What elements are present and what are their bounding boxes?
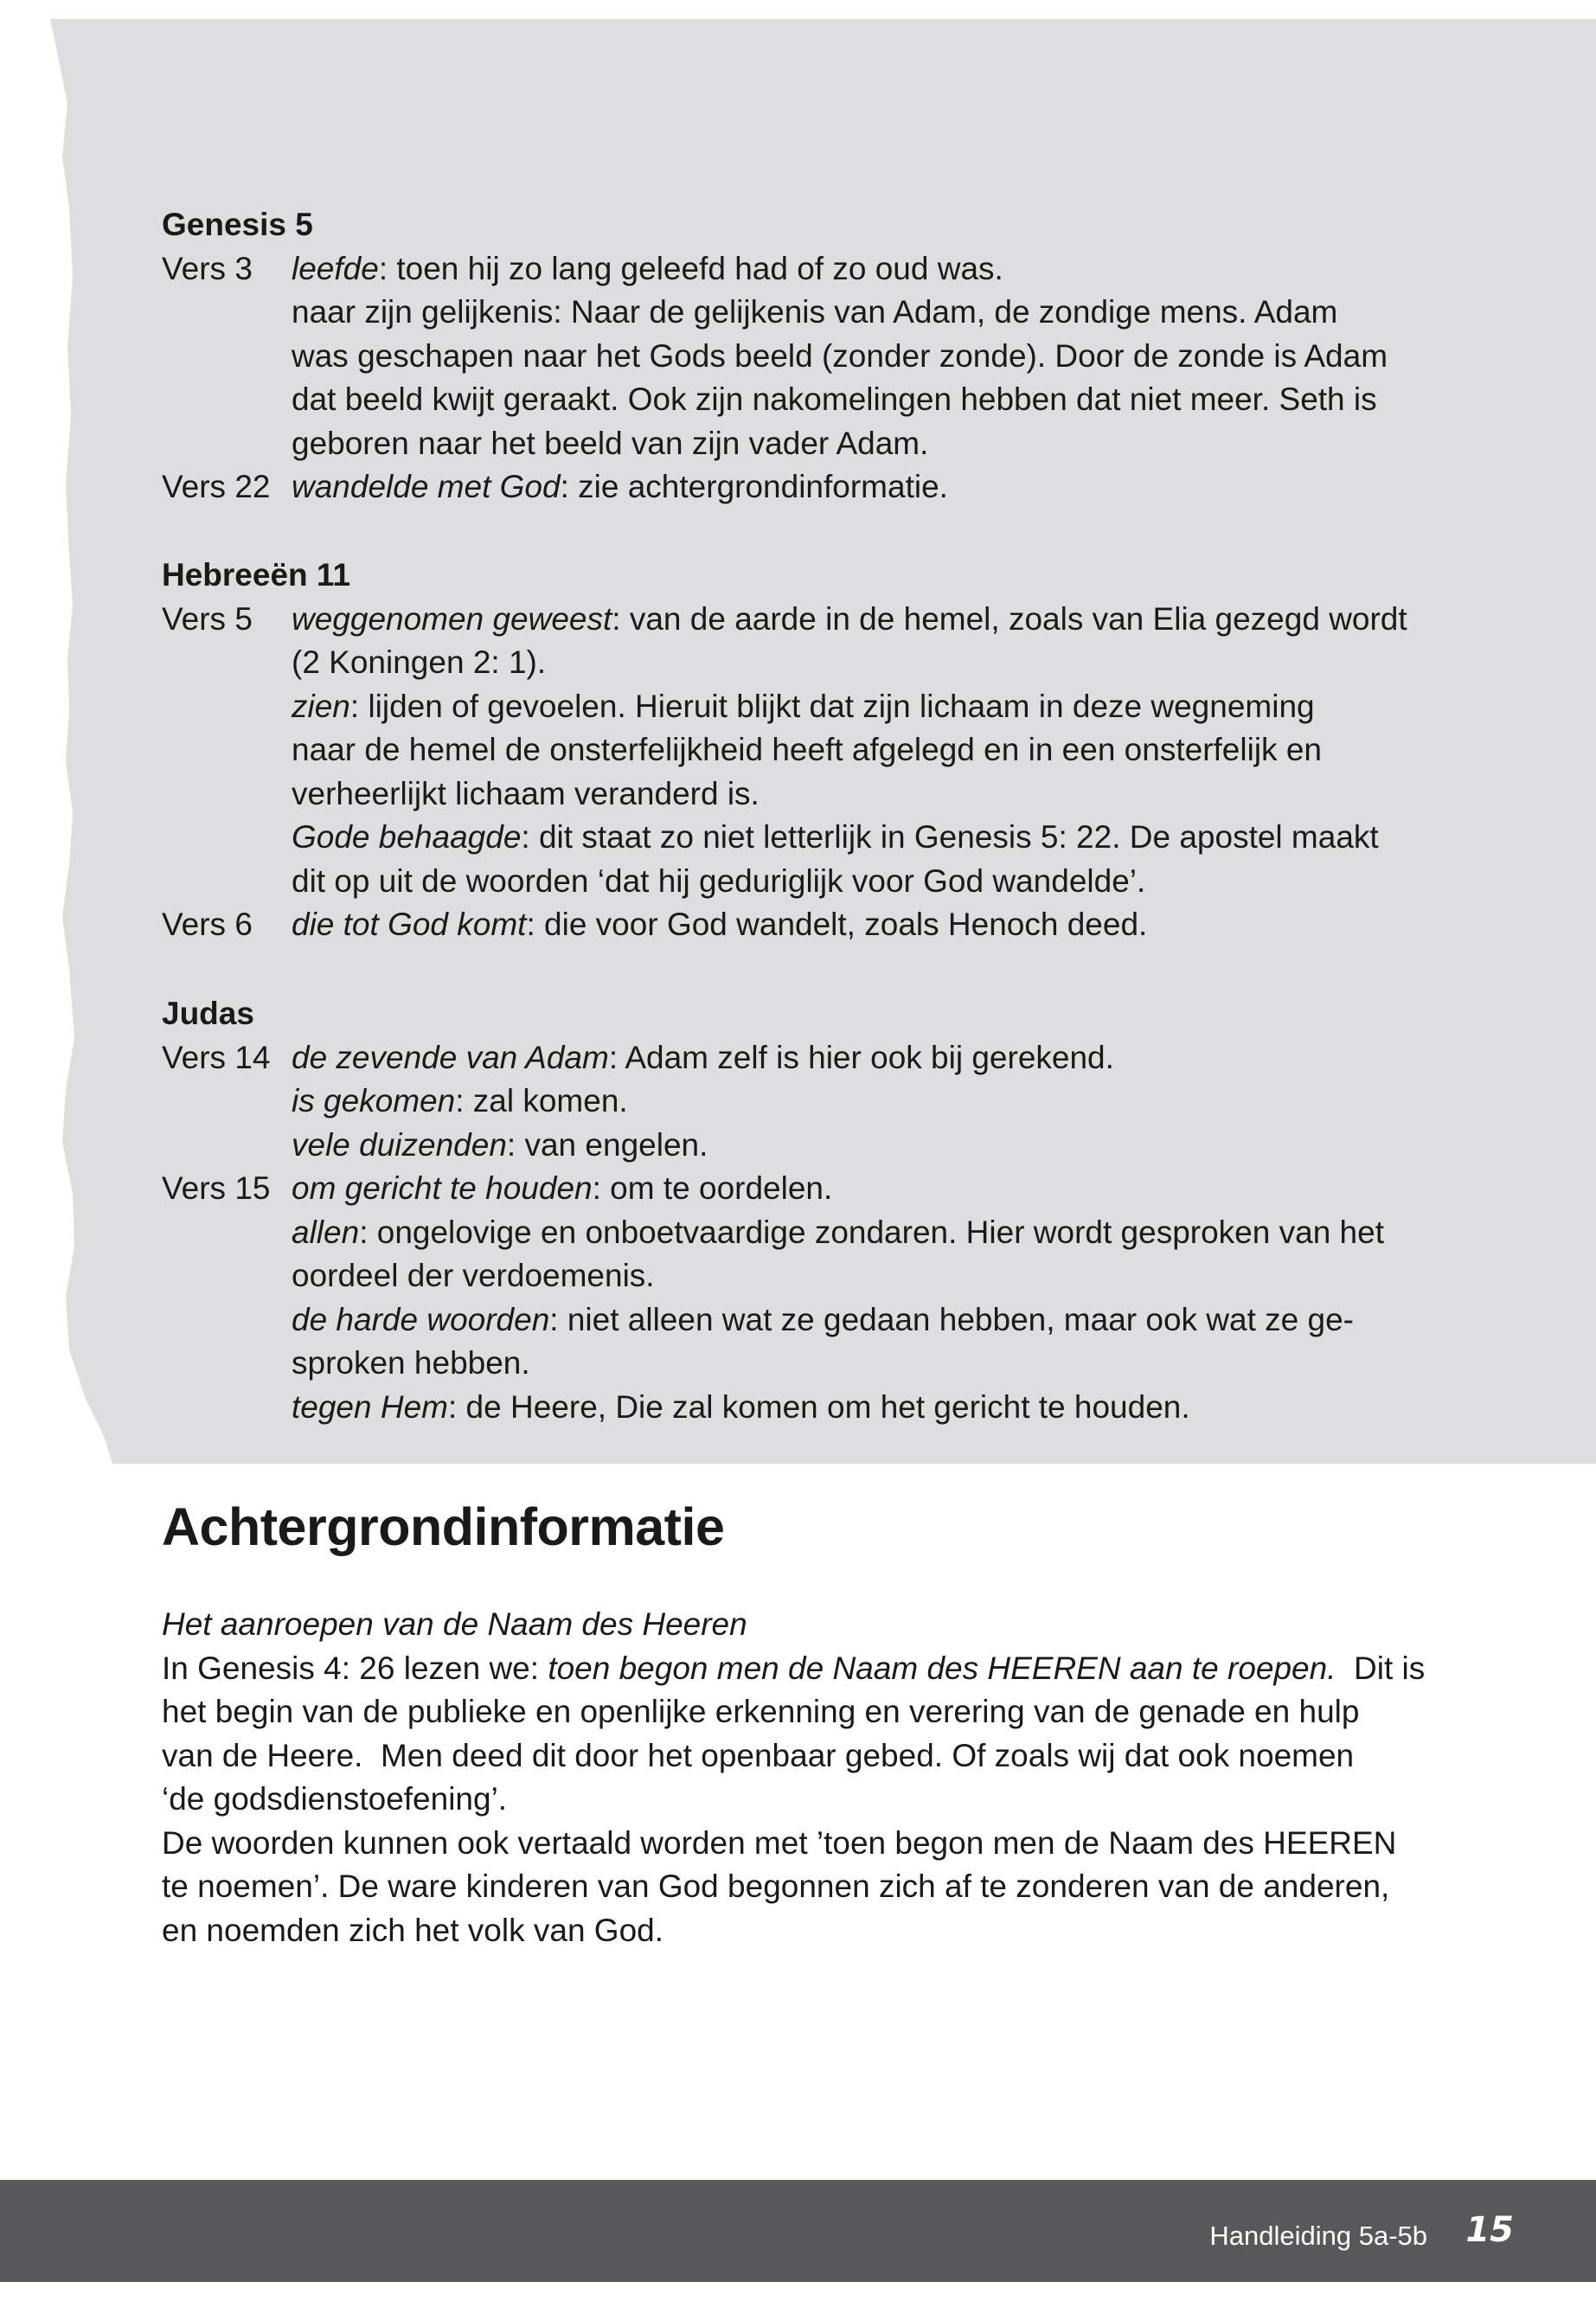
note-line: dat beeld kwijt geraakt. Ook zijn nakomelingen hebben dat niet meer. Seth is <box>292 381 1377 417</box>
footer-label: Handleiding 5a-5b <box>1209 2221 1427 2251</box>
note-line: naar zijn gelijkenis: Naar de gelijkenis van Adam, de zondige mens. Adam <box>292 294 1338 330</box>
note-line: (2 Koningen 2: 1). <box>292 644 547 680</box>
verse-row <box>162 1167 1442 1429</box>
note-term: weggenomen geweest <box>292 600 612 637</box>
note-text: : ongelovige en onboetvaardige zondaren. Hier wordt gesproken van het <box>359 1214 1384 1250</box>
book-heading-genesis: Genesis 5 <box>162 207 313 242</box>
note-term: die tot God komt <box>292 907 527 942</box>
verse-label: Vers 15 <box>162 1170 271 1206</box>
note-term: om gericht te houden <box>292 1170 593 1206</box>
note-line <box>292 247 1442 292</box>
verse-row <box>162 1036 1442 1168</box>
note-line <box>292 465 1442 510</box>
background-section <box>162 1603 1442 1952</box>
note-text: : zal komen. <box>455 1083 628 1118</box>
note-line <box>292 598 1442 642</box>
note-line <box>292 1036 1442 1080</box>
note-text: : van engelen. <box>506 1126 708 1163</box>
paragraph-text: Dit is <box>1336 1650 1426 1686</box>
book-heading-judas: Judas <box>162 996 254 1031</box>
note-term: vele duizenden <box>292 1126 507 1163</box>
note-line: was geschapen naar het Gods beeld (zonder zonde). Door de zonde is Adam <box>292 337 1388 374</box>
note-line: oordeel der verdoemenis. <box>292 1258 655 1293</box>
verse-label: Vers 5 <box>162 600 253 637</box>
note-term: de zevende van Adam <box>292 1039 609 1075</box>
verse-row <box>162 247 1442 466</box>
note-line <box>292 1124 1442 1168</box>
paragraph-line: en noemden zich het volk van God. <box>162 1912 664 1948</box>
note-term: zien <box>292 688 350 724</box>
note-line <box>292 685 1442 729</box>
note-term: leefde <box>292 250 379 286</box>
verse-row <box>162 465 1442 510</box>
note-term: allen <box>292 1214 360 1250</box>
note-text: : zie achtergrondinformatie. <box>560 469 948 504</box>
hebreeen-section <box>162 554 1442 947</box>
paragraph-line: het begin van de publieke en openlijke erkenning en verering van de genade en hulp <box>162 1694 1360 1729</box>
paragraph-line: ‘de godsdienstoefening’. <box>162 1781 508 1817</box>
note-line: sproken hebben. <box>292 1345 530 1381</box>
paragraph-text: In Genesis 4: 26 lezen we: <box>162 1650 548 1686</box>
note-text: : die voor God wandelt, zoals Henoch deed. <box>526 907 1148 942</box>
note-text: : Adam zelf is hier ook bij gerekend. <box>608 1039 1114 1075</box>
paragraph-line: De woorden kunnen ook vertaald worden met ’toen begon men de Naam des HEEREN <box>162 1824 1397 1861</box>
paragraph-line <box>162 1647 1442 1691</box>
scripture-quote: toen begon men de Naam des HEEREN aan te roepen. <box>548 1650 1336 1686</box>
note-line <box>292 1211 1442 1255</box>
note-term: tegen Hem <box>292 1388 448 1425</box>
note-line <box>292 1167 1442 1211</box>
judas-section <box>162 992 1442 1429</box>
note-text: : dit staat zo niet letterlijk in Genesis 5: 22. De apostel maakt <box>521 819 1379 855</box>
note-line <box>292 903 1442 947</box>
note-line: verheerlijkt lichaam veranderd is. <box>292 775 760 811</box>
verse-label: Vers 22 <box>162 469 271 504</box>
note-line <box>292 1298 1442 1343</box>
book-heading-hebreeen: Hebreeën 11 <box>162 557 351 593</box>
note-text: : om te oordelen. <box>592 1170 833 1206</box>
note-term: Gode behaagde <box>292 819 522 855</box>
section-heading: Achtergrondinformatie <box>162 1497 725 1556</box>
note-term: is gekomen <box>292 1083 456 1118</box>
verse-label: Vers 3 <box>162 250 253 286</box>
verse-row <box>162 598 1442 904</box>
paragraph-line: van de Heere. Men deed dit door het openbaar gebed. Of zoals wij dat ook noemen <box>162 1737 1355 1773</box>
note-text: : lijden of gevoelen. Hieruit blijkt dat zijn lichaam in deze wegneming <box>349 688 1315 724</box>
note-line <box>292 1386 1442 1430</box>
note-line <box>292 816 1442 860</box>
note-term: wandelde met God <box>292 469 561 504</box>
verse-label: Vers 14 <box>162 1039 271 1075</box>
note-line: dit op uit de woorden ‘dat hij geduriglijk voor God wandelde’. <box>292 862 1146 899</box>
section-subtitle: Het aanroepen van de Naam des Heeren <box>162 1606 747 1642</box>
note-line: geboren naar het beeld van zijn vader Adam. <box>292 425 929 461</box>
verse-row <box>162 903 1442 947</box>
paragraph-line: te noemen’. De ware kinderen van God begonnen zich af te zonderen van de anderen, <box>162 1868 1390 1904</box>
note-term: de harde woorden <box>292 1301 550 1337</box>
note-text: : de Heere, Die zal komen om het gericht te houden. <box>448 1388 1190 1425</box>
note-line: naar de hemel de onsterfelijkheid heeft afgelegd en in een onsterfelijk en <box>292 732 1322 767</box>
page-number: 15 <box>1465 2210 1514 2250</box>
verse-label: Vers 6 <box>162 907 253 942</box>
note-text: : toen hij zo lang geleefd had of zo oud was. <box>378 250 1003 286</box>
note-line <box>292 1080 1442 1124</box>
note-text: : van de aarde in de hemel, zoals van Elia gezegd wordt <box>612 600 1407 637</box>
note-text: : niet alleen wat ze gedaan hebben, maar ook wat ze ge- <box>549 1301 1354 1337</box>
genesis-section <box>162 203 1442 510</box>
